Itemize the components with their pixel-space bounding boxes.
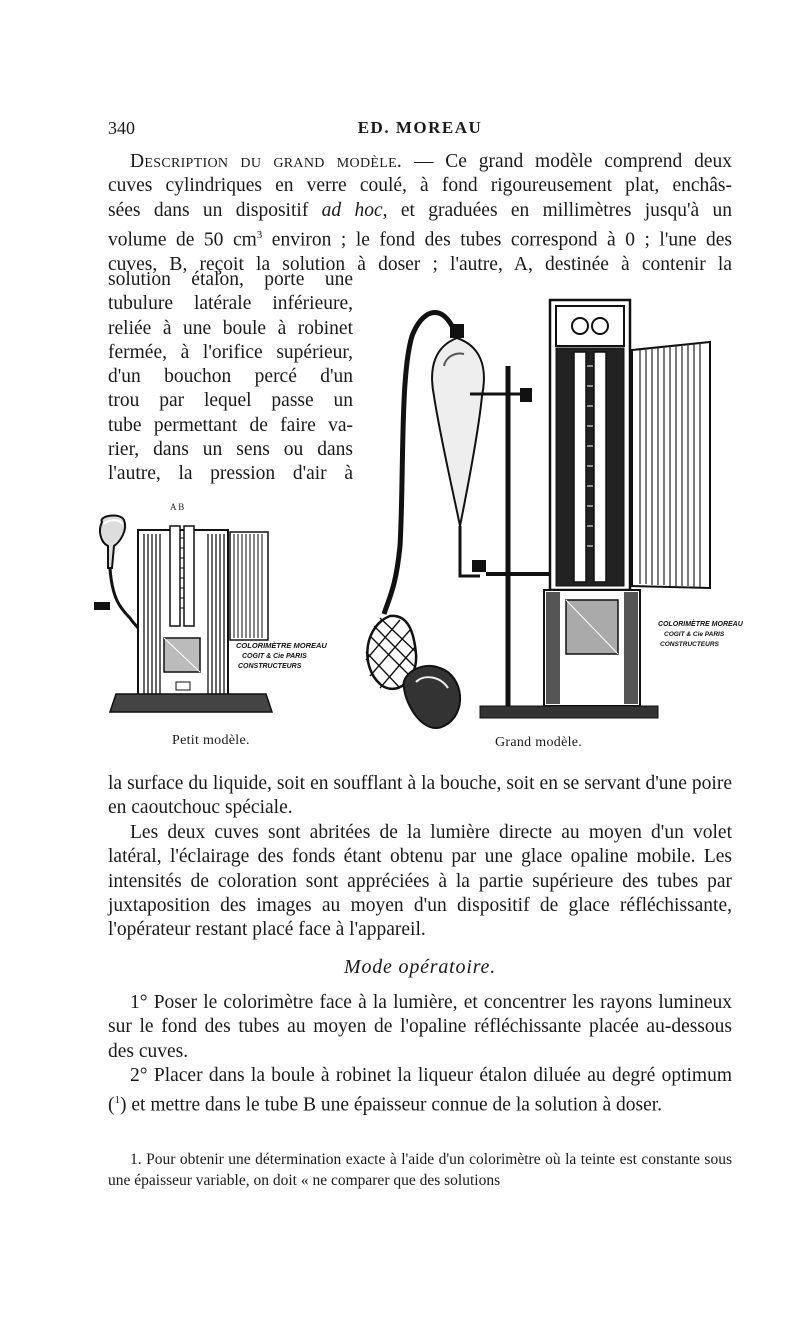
continuation-paragraph: la surface du liquide, soit en soufflant à la bouche, soit en se servant d'une poire en caoutchouc spéciale.: [108, 773, 732, 819]
intro-line5: cuves, B, reçoit la solution à doser ; l'autre, A, destinée à contenir la: [108, 253, 732, 275]
large-stopper: [450, 324, 464, 338]
page-number: 340: [108, 118, 135, 138]
intro-line3-italic: ad hoc: [321, 199, 383, 221]
intro-line1: — Ce grand modèle comprend deux: [402, 151, 732, 172]
shutter-paragraph: Les deux cuves sont abritées de la lumière directe au moyen d'un volet latéral, l'éclairage des fonds étant obtenu par une glace opaline mobile. Les intensités de coloration sont appréciées à la partie supérieure des tubes par juxtaposition des images au moyen d'un dispositif de glace réfléchissante, l'opérateur restant placé face à l'appareil.: [108, 822, 732, 941]
small-plate-line2: COGIT & Cie PARIS: [242, 653, 307, 660]
large-stopcock: [472, 560, 486, 572]
intro-line4-b: environ ; le fond des tubes correspond à 0 ; l'une des: [262, 229, 733, 251]
running-header: [108, 118, 732, 142]
small-tube-b: [184, 526, 194, 626]
figure-large-colorimeter: [360, 296, 760, 736]
running-title: ED. MOREAU: [357, 118, 483, 137]
small-tube-labels: A B: [170, 502, 185, 512]
large-clamp: [520, 388, 532, 402]
column-line: rier, dans un sens ou dans: [108, 439, 353, 461]
large-plate-line2: COGIT & Cie PARIS: [664, 631, 725, 638]
column-line: reliée à une boule à robinet: [108, 317, 353, 339]
footnote: 1. Pour obtenir une détermination exacte à l'aide d'un colorimètre où la teinte est constante sous une épaisseur variable, on doit « ne comparer que des solutions: [108, 1151, 732, 1189]
small-tube-a: [170, 526, 180, 626]
caption-large: Grand modèle.: [495, 735, 583, 750]
large-plate-line1: COLORIMÈTRE MOREAU: [658, 621, 743, 628]
column-line: solution étalon, porte une: [108, 269, 353, 290]
small-plate-line3: CONSTRUCTEURS: [238, 663, 302, 670]
large-tube-a: [574, 352, 586, 582]
large-plate-line3: CONSTRUCTEURS: [660, 641, 719, 648]
step-2: [108, 1064, 732, 1118]
large-case-interior: [556, 348, 624, 586]
large-tube-b: [594, 352, 606, 582]
column-line: d'un bouchon percé d'un: [108, 366, 353, 388]
intro-line3-a: sées dans un dispositif: [108, 199, 322, 221]
column-line: fermée, à l'orifice supérieur,: [108, 341, 353, 363]
caption-small: Petit modèle.: [172, 733, 250, 748]
large-pressure-bulb: [403, 666, 460, 728]
intro-paragraph: [108, 150, 732, 277]
column-line: l'autre, la pression d'air à: [108, 463, 353, 485]
section-heading: Mode opératoire.: [343, 956, 497, 978]
large-eyepiece-box: [556, 306, 624, 346]
column-line: trou par lequel passe un: [108, 390, 353, 412]
step-1: 1° Poser le colorimètre face à la lumière, et concentrer les rayons lumineux sur le fond des tubes au moyen de l'opaline réfléchissante placée au-dessous des cuves.: [108, 992, 732, 1062]
intro-line2: cuves cylindriques en verre coulé, à fond rigoureusement plat, enchâs-: [108, 175, 732, 197]
column-line: tubulure latérale inférieure,: [108, 293, 353, 315]
small-base: [110, 694, 272, 712]
footnote-ref: 1: [114, 1094, 120, 1107]
column-line: tube permettant de faire va-: [108, 414, 353, 436]
large-column-left: [546, 592, 560, 704]
intro-line4-a: volume de 50 cm: [108, 229, 257, 251]
large-shutter: [632, 342, 710, 588]
step-2-text-a: 2° Placer dans la boule à robinet la liqueur étalon diluée au degré optimum (: [108, 1065, 732, 1116]
large-eyepiece-right: [592, 318, 608, 334]
large-base: [480, 706, 658, 718]
large-eyepiece-left: [572, 318, 588, 334]
figure-small-colorimeter: [90, 498, 360, 733]
small-stopcock: [94, 602, 110, 610]
large-column-right: [624, 592, 638, 704]
text-column: [108, 268, 353, 487]
small-plate-line1: COLORIMÈTRE MOREAU: [236, 641, 327, 650]
large-bulb: [432, 338, 484, 526]
small-knob: [176, 682, 190, 690]
intro-line4-sup: 3: [256, 228, 263, 241]
intro-lead: Description du grand modèle.: [130, 151, 403, 172]
step-2-text-b: ) et mettre dans le tube B une épaisseur connue de la solution à doser.: [120, 1094, 663, 1116]
intro-line3-b: , et graduées en millimètres jusqu'à un: [382, 199, 732, 221]
